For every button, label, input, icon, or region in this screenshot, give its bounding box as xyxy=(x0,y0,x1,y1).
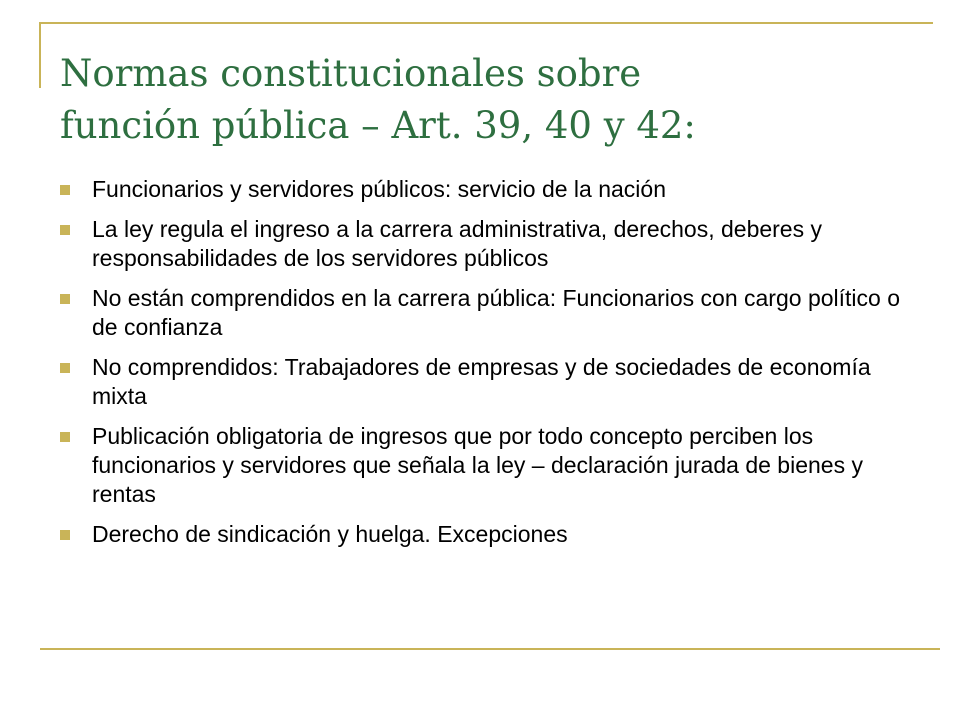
bullet-item xyxy=(56,353,916,411)
bullet-item xyxy=(56,520,916,549)
square-bullet-icon xyxy=(60,185,70,195)
left-rule xyxy=(39,22,41,88)
top-rule xyxy=(40,22,933,24)
square-bullet-icon xyxy=(60,294,70,304)
bullet-item xyxy=(56,175,916,204)
bullet-item xyxy=(56,284,916,342)
slide-title xyxy=(60,48,920,152)
bullet-list xyxy=(56,175,916,560)
bullet-item xyxy=(56,215,916,273)
bullet-text: La ley regula el ingreso a la carrera administrativa, derechos, deberes y responsabilidades de los servidores públicos xyxy=(92,216,822,271)
square-bullet-icon xyxy=(60,225,70,235)
bullet-text: Publicación obligatoria de ingresos que por todo concepto perciben los funcionarios y servidores que señala la ley – declaración jurada de bienes y rentas xyxy=(92,423,863,507)
bullet-text: Funcionarios y servidores públicos: servicio de la nación xyxy=(92,176,667,202)
square-bullet-icon xyxy=(60,363,70,373)
bottom-rule xyxy=(40,648,940,650)
bullet-text: No comprendidos: Trabajadores de empresas y de sociedades de economía mixta xyxy=(92,354,871,409)
square-bullet-icon xyxy=(60,432,70,442)
square-bullet-icon xyxy=(60,530,70,540)
bullet-text: Derecho de sindicación y huelga. Excepciones xyxy=(92,521,568,547)
title-line-2: función pública – Art. 39, 40 y 42: xyxy=(60,104,696,147)
bullet-item xyxy=(56,422,916,509)
bullet-text: No están comprendidos en la carrera pública: Funcionarios con cargo político o de confianza xyxy=(92,285,900,340)
title-line-1: Normas constitucionales sobre xyxy=(60,52,642,95)
